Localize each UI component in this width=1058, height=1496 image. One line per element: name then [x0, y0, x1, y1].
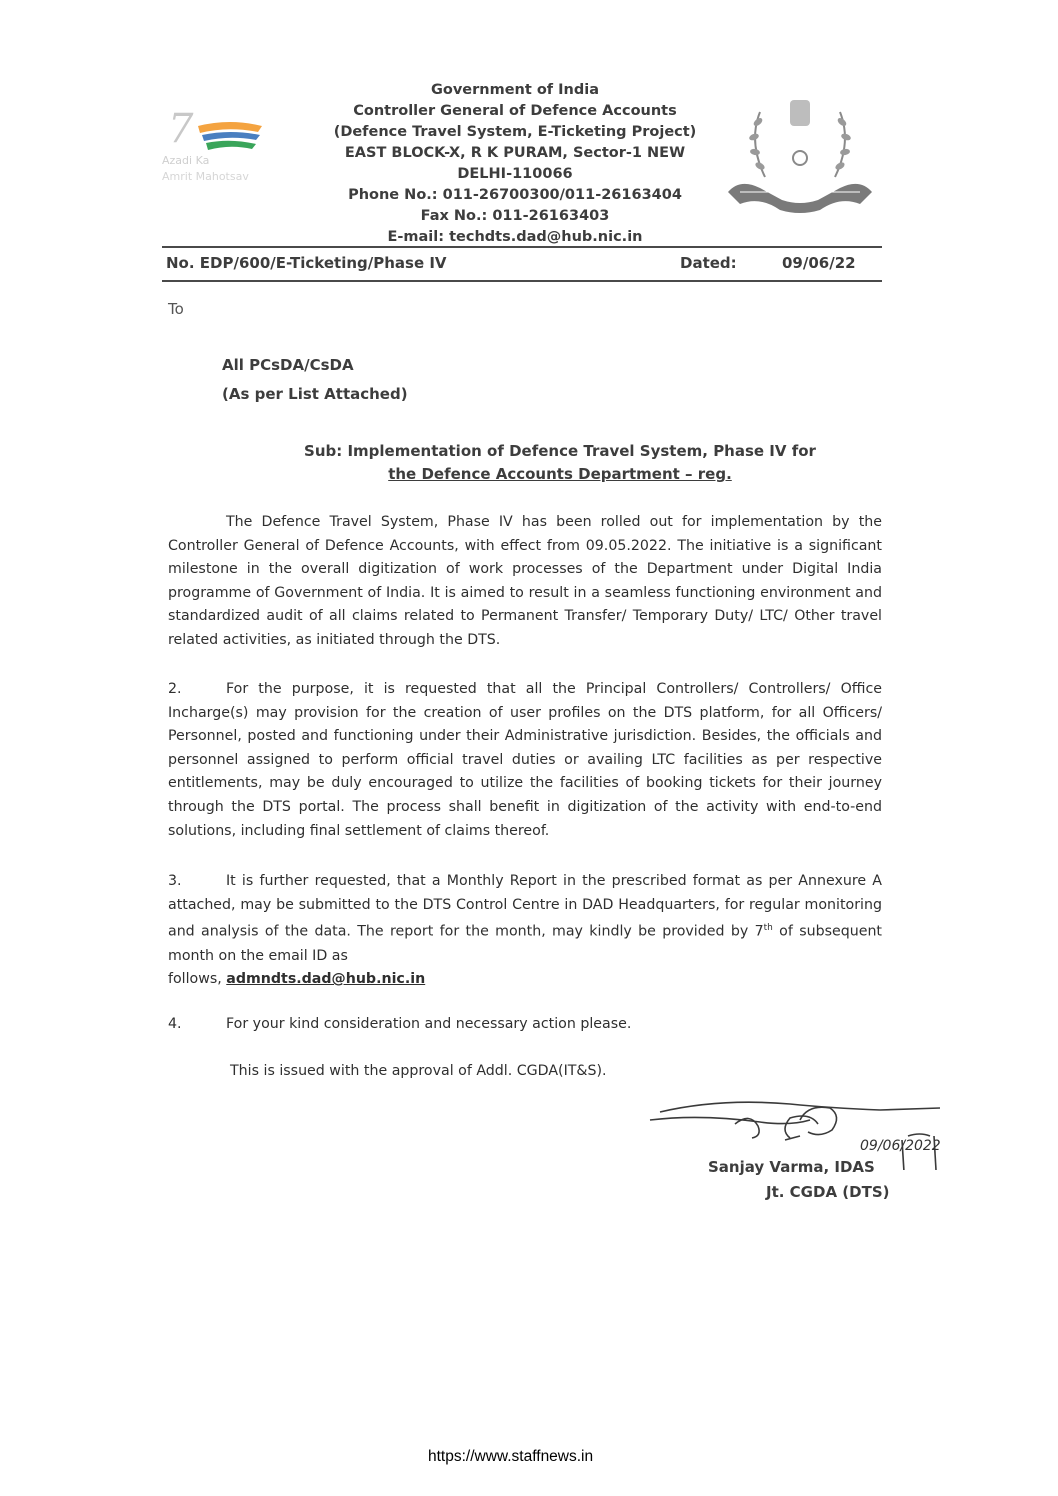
svg-text:7: 7 — [168, 106, 194, 152]
subject-line-1: Sub: Implementation of Defence Travel System, Phase IV for — [304, 442, 816, 460]
signatory-designation: Jt. CGDA (DTS) — [766, 1183, 890, 1201]
paragraph-4-text: For your kind consideration and necessary action please. — [226, 1016, 632, 1032]
letterhead-line: Government of India — [430, 82, 600, 98]
addressee-line-2: (As per List Attached) — [222, 385, 408, 403]
paragraph-4 — [168, 1013, 882, 1037]
paragraph-3-text-b: of subsequent month on the email ID as — [168, 923, 882, 964]
signatory-name: Sanjay Varma, IDAS — [708, 1158, 875, 1176]
letterhead-line: DELHI-110066 — [457, 166, 573, 182]
paragraph-3-number: 3. — [168, 873, 182, 889]
letterhead-line: Fax No.: 011-26163403 — [420, 208, 610, 224]
paragraph-3 — [168, 870, 882, 992]
subject — [230, 440, 890, 486]
subject-line-2: the Defence Accounts Department – reg. — [388, 465, 732, 483]
letterhead-line: Phone No.: 011-26700300/011-26163404 — [348, 187, 682, 203]
paragraph-3-follows: follows, — [168, 971, 227, 988]
letterhead-line: (Defence Travel System, E-Ticketing Project) — [333, 124, 697, 140]
letterhead — [300, 80, 730, 248]
logo-text-2: Amrit Mahotsav — [162, 170, 249, 183]
logo-text-1: Azadi Ka — [162, 154, 210, 167]
footer-url[interactable]: https://www.staffnews.in — [428, 1448, 594, 1465]
paragraph-4-number: 4. — [168, 1016, 182, 1032]
report-email-link[interactable]: admndts.dad@hub.nic.in — [226, 971, 426, 988]
to-label: To — [168, 300, 184, 318]
paragraph-3-superscript: th — [763, 923, 773, 934]
paragraph-1: The Defence Travel System, Phase IV has been rolled out for implementation by the Controller General of Defence Accounts, with effect from 09.05.2022. The initiative is a significant milestone in the overall digitization of work processes of the Department under Digital India programme of Government of India. It is aimed to result in a seamless functioning environment and standardized audit of all claims related to Permanent Transfer/ Temporary Duty/ LTC/ Other travel related activities, as initiated through the DTS. — [168, 514, 882, 648]
letterhead-line: Controller General of Defence Accounts — [353, 103, 677, 119]
paragraph-2-text: For the purpose, it is requested that all the Principal Controllers/ Controllers/ Office Incharge(s) may provision for the creation of user profiles on the DTS platform, for all Officers/ Personnel, posted and functioning under their Administrative jurisdiction. Besides, the officials and personnel assigned to perform official travel duties or availing LTC facilities as per respective entitlements, may be duly encouraged to utilize the facilities of booking tickets for their journey through the DTS portal. The process shall benefit in digitization of the activity with end-to-end solutions, including final settlement of claims thereof. — [168, 681, 882, 839]
paragraph-2 — [168, 678, 882, 843]
reference-date: 09/06/22 — [782, 254, 856, 272]
paragraph-3-text: It is further requested, that a Monthly Report in the prescribed format as per Annexure A attached, may be submitted to the DTS Control Centre in DAD Headquarters, for regular monitoring and analysis of the data. The report for the month, may kindly be provided by 7 — [168, 873, 882, 940]
letterhead-line: EAST BLOCK-X, R K PURAM, Sector-1 NEW — [344, 145, 686, 161]
approval-note: This is issued with the approval of Addl. CGDA(IT&S). — [230, 1063, 607, 1079]
letterhead-line: E-mail: techdts.dad@hub.nic.in — [387, 229, 643, 245]
azadi-logo — [150, 104, 300, 194]
paragraph-2-number: 2. — [168, 681, 182, 697]
department-emblem — [720, 82, 880, 222]
reference-number: No. EDP/600/E-Ticketing/Phase IV — [166, 254, 447, 272]
reference-bar — [162, 246, 882, 282]
addressee-line-1: All PCsDA/CsDA — [222, 356, 354, 374]
signature-date: 09/06/2022 — [860, 1138, 941, 1154]
dated-label: Dated: — [680, 254, 737, 272]
